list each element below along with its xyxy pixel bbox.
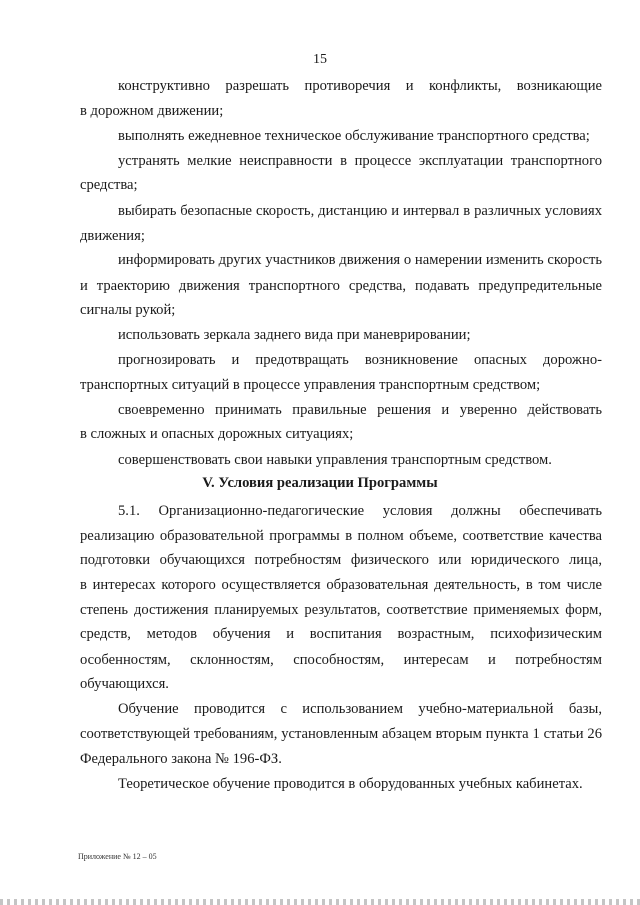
text-line: средств, методов обучения и воспитания возрастным, психофизическим (80, 626, 602, 642)
text-line: сигналы рукой; (80, 302, 176, 318)
text-line: подготовки обучающихся потребностям физического или юридического лица, (80, 552, 602, 568)
text-line: соответствующей требованиям, установленным абзацем вторым пункта 1 статьи 26 (80, 726, 602, 742)
text-line: совершенствовать свои навыки управления транспортным средством. (118, 452, 552, 468)
text-line: прогнозировать и предотвращать возникновение опасных дорожно- (118, 352, 602, 368)
text-line: реализацию образовательной программы в полном объеме, соответствие качества (80, 528, 602, 544)
text-line: использовать зеркала заднего вида при маневрировании; (118, 327, 471, 343)
text-line: своевременно принимать правильные решения и уверенно действовать (118, 402, 602, 418)
scan-edge-artifact (0, 899, 640, 905)
text-line: особенностям, склонностям, способностям, интересам и потребностям (80, 652, 602, 668)
page-number: 15 (313, 52, 327, 67)
text-line: в дорожном движении; (80, 103, 224, 119)
text-line: обучающихся. (80, 676, 169, 692)
section-heading: V. Условия реализации Программы (202, 475, 438, 491)
text-line: выбирать безопасные скорость, дистанцию и интервал в различных условиях (118, 203, 602, 219)
text-line: в сложных и опасных дорожных ситуациях; (80, 426, 354, 442)
text-line: информировать других участников движения о намерении изменить скорость (118, 252, 602, 268)
text-line: выполнять ежедневное техническое обслуживание транспортного средства; (118, 128, 590, 144)
text-line: транспортных ситуаций в процессе управления транспортным средством; (80, 377, 541, 393)
text-line: в интересах которого осуществляется образовательная деятельность, в том числе (80, 577, 602, 593)
text-line: Федерального закона № 196-ФЗ. (80, 751, 282, 767)
text-line: Теоретическое обучение проводится в оборудованных учебных кабинетах. (118, 776, 583, 792)
text-line: степень достижения планируемых результатов, соответствие применяемых форм, (80, 602, 602, 618)
text-line: и траекторию движения транспортного средства, подавать предупредительные (80, 278, 602, 294)
text-line: 5.1. Организационно-педагогические условия должны обеспечивать (118, 503, 602, 519)
page-footer: Приложение № 12 – 05 (78, 852, 157, 861)
text-line: конструктивно разрешать противоречия и конфликты, возникающие (118, 78, 602, 94)
text-line: устранять мелкие неисправности в процессе эксплуатации транспортного (118, 153, 602, 169)
text-line: средства; (80, 177, 138, 193)
text-line: Обучение проводится с использованием учебно-материальной базы, (118, 701, 602, 717)
text-line: движения; (80, 228, 145, 244)
